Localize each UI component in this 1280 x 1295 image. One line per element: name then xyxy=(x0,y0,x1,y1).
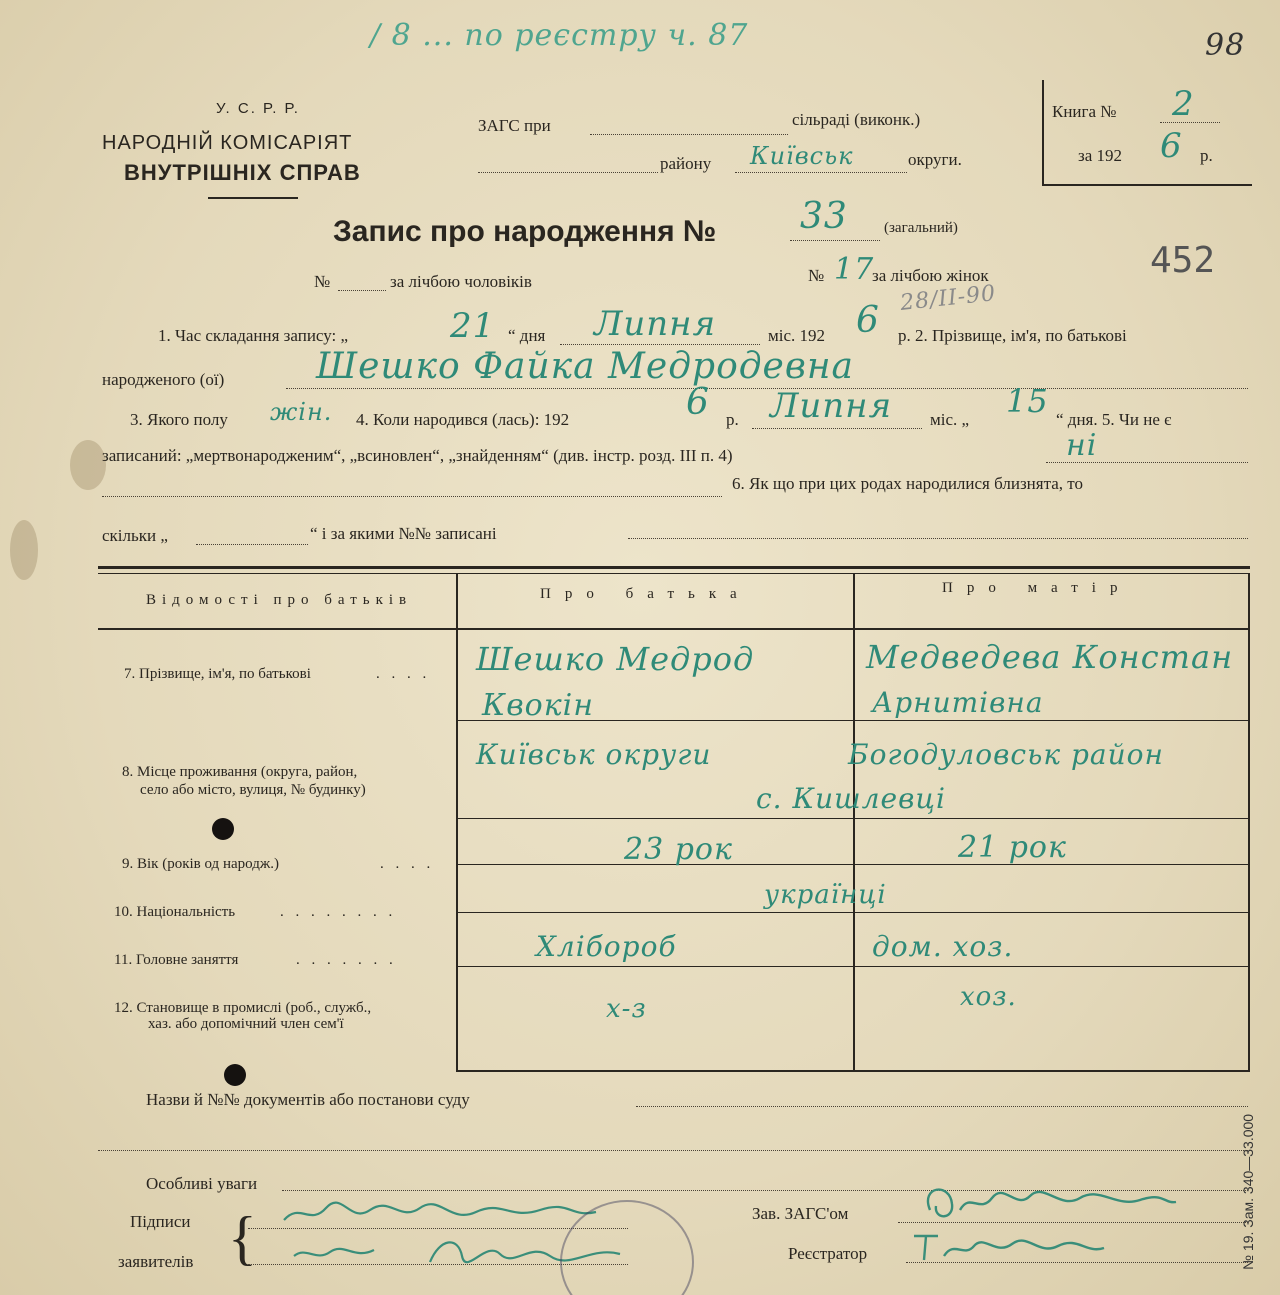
general-label: (загальний) xyxy=(884,220,958,236)
book-number: 2 xyxy=(1172,84,1195,124)
mother-name-cont: Арнитівна xyxy=(872,686,1044,719)
header-underline xyxy=(208,197,298,199)
record-title: Запис про народження № xyxy=(333,215,717,248)
row11-label: 11. Головне заняття xyxy=(114,952,239,968)
father-residence: Київськ округи xyxy=(476,738,712,771)
table-col3-header: Про матір xyxy=(942,580,1132,596)
line6-count-line xyxy=(196,544,308,545)
row11-leader: . . . . . . . xyxy=(296,952,397,968)
row12-label2: хаз. або допомічний член сем'ї xyxy=(148,1016,344,1032)
ussr-label: У. С. Р. Р. xyxy=(216,100,300,117)
birth-day: 15 xyxy=(1006,382,1049,420)
line5-fill-line xyxy=(102,496,722,497)
women-no-sign: № xyxy=(808,266,825,285)
table-row-rule xyxy=(458,864,1248,865)
signatures-label-1: Підписи xyxy=(130,1212,191,1231)
row7-label: 7. Прізвище, ім'я, по батькові xyxy=(124,666,311,682)
nationality: українці xyxy=(764,880,887,910)
table-top-thin-rule xyxy=(98,573,1250,574)
table-right-border xyxy=(1248,574,1250,1070)
line1-rest: р. 2. Прізвище, ім'я, по батькові xyxy=(898,326,1127,345)
birth-month-line xyxy=(752,428,922,429)
row12-label: 12. Становище в промислі (роб., служб., xyxy=(114,1000,372,1016)
head-label: Зав. ЗАГС'ом xyxy=(752,1204,849,1223)
book-year-prefix: за 192 xyxy=(1078,146,1123,165)
archive-number: 452 xyxy=(1150,240,1216,281)
men-fill-line xyxy=(338,290,386,291)
birth-year-digit: 6 xyxy=(686,382,710,423)
line4-value: ні xyxy=(1066,428,1098,463)
top-handwritten-note: / 8 ... по реєстру ч. 87 xyxy=(370,18,749,53)
documents-label: Назви й №№ документів або постанови суду xyxy=(146,1090,470,1109)
child-name: Шешко Файка Медродевна xyxy=(316,346,854,387)
residence-village: с. Кишлевці xyxy=(756,782,946,815)
row9-label: 9. Вік (років од народж.) xyxy=(122,856,279,872)
line3-when: 4. Коли народився (лась): 192 xyxy=(356,410,570,429)
table-col2-header: Про батька xyxy=(540,586,751,602)
book-fill-line xyxy=(1160,122,1220,123)
women-label: за лічбою жінок xyxy=(872,266,989,285)
documents-fill-line-2 xyxy=(98,1150,1248,1151)
commissariat-line1: НАРОДНІЙ КОМІСАРІЯТ xyxy=(102,132,353,154)
line3-r: р. xyxy=(726,410,739,429)
father-surname: Шешко Медрод xyxy=(476,640,755,678)
book-label: Книга № xyxy=(1052,102,1117,121)
book-box-left xyxy=(1042,80,1044,186)
table-col1-header: Відомості про батьків xyxy=(146,592,413,608)
remarks-label: Особливі уваги xyxy=(146,1174,258,1193)
line5-text: 6. Як що при цих родах народилися близнята, то xyxy=(732,474,1083,493)
form-code: № 19. Зам. 340—33.000 xyxy=(1240,1113,1256,1270)
table-col-divider-1 xyxy=(456,574,458,1070)
line2-prefix: народженого (ої) xyxy=(102,370,225,389)
record-number: 33 xyxy=(800,196,848,237)
line2-fill-line xyxy=(286,388,1248,389)
head-signature xyxy=(920,1180,1180,1226)
line3-mis: міс. „ xyxy=(930,410,970,429)
row10-label: 10. Національність xyxy=(114,904,236,920)
line6-prefix: скільки „ xyxy=(102,526,168,545)
row8-label2: село або місто, вулиця, № будинку) xyxy=(140,782,366,798)
okruha-handwriting: Київськ xyxy=(750,142,854,170)
line3-prefix: 3. Якого полу xyxy=(130,410,228,429)
line6-mid: “ і за якими №№ записані xyxy=(310,524,497,543)
registrar-label: Реєстратор xyxy=(788,1244,868,1263)
record-month: Липня xyxy=(594,304,717,344)
women-number: 17 xyxy=(834,252,875,287)
mother-occupation: дом. хоз. xyxy=(872,930,1014,963)
table-top-thick-rule xyxy=(98,566,1250,569)
okruha-fill-line xyxy=(735,172,907,173)
table-row-rule xyxy=(458,966,1248,967)
paper-stain xyxy=(70,440,106,490)
men-label: за лічбою чоловіків xyxy=(390,272,532,291)
line1-prefix: 1. Час складання запису: „ xyxy=(158,326,349,345)
mother-status: хоз. xyxy=(960,982,1017,1012)
record-number-line xyxy=(790,240,880,241)
child-sex: жін. xyxy=(270,398,333,426)
rayon-suffix: району xyxy=(660,154,712,173)
mother-residence: Богодуловськ район xyxy=(848,738,1164,771)
row8-label: 8. Місце проживання (округа, район, xyxy=(122,764,358,780)
line1-month-line xyxy=(560,344,760,345)
father-age: 23 рок xyxy=(624,832,733,867)
men-no-sign: № xyxy=(314,272,331,291)
book-year-suffix: р. xyxy=(1200,146,1213,165)
page-number: 98 xyxy=(1205,28,1246,63)
rayon-fill-line xyxy=(478,172,658,173)
signatures-label-2: заявителів xyxy=(118,1252,194,1271)
documents-fill-line xyxy=(636,1106,1248,1107)
table-row-rule xyxy=(458,818,1248,819)
line4-text: записаний: „мертвонародженим“, „всиновлен“, „знайденням“ (див. інстр. розд. III п. 4) xyxy=(102,446,733,465)
father-status: х-з xyxy=(606,994,647,1024)
record-day: 21 xyxy=(450,306,496,346)
mother-age: 21 рок xyxy=(958,830,1067,865)
punch-hole xyxy=(224,1064,246,1086)
commissariat-line2: ВНУТРІШНІХ СПРАВ xyxy=(124,160,361,185)
margin-date-note: 28/II-90 xyxy=(898,281,998,316)
mother-surname: Медведева Констан xyxy=(866,638,1234,676)
row10-leader: . . . . . . . . xyxy=(280,904,397,920)
book-box-bottom xyxy=(1042,184,1252,186)
father-name-cont: Квокін xyxy=(482,688,595,723)
paper-stain xyxy=(10,520,38,580)
record-year-digit: 6 xyxy=(856,300,880,341)
applicant-signature-1 xyxy=(280,1198,610,1230)
zags-fill-line xyxy=(590,134,788,135)
father-occupation: Хлібороб xyxy=(536,930,677,963)
table-row-rule xyxy=(458,912,1248,913)
line1-year-prefix: міс. 192 xyxy=(768,326,826,345)
line3-rest: “ дня. 5. Чи не є xyxy=(1056,410,1172,429)
table-header-rule xyxy=(98,628,1250,630)
table-col-divider-2 xyxy=(853,574,855,1070)
line1-day-suffix: “ дня xyxy=(508,326,546,345)
registrar-signature xyxy=(908,1226,1108,1268)
punch-hole xyxy=(212,818,234,840)
row7-leader: . . . . xyxy=(376,666,431,682)
zags-suffix: сільраді (виконк.) xyxy=(792,110,921,129)
book-year-digit: 6 xyxy=(1160,126,1183,166)
signature-bracket: { xyxy=(228,1205,257,1271)
okruha-suffix: округи. xyxy=(908,150,962,169)
row9-leader: . . . . xyxy=(380,856,435,872)
zags-prefix: ЗАГС при xyxy=(478,116,551,135)
birth-month: Липня xyxy=(770,386,893,426)
line6-fill-line xyxy=(628,538,1248,539)
table-bottom-rule xyxy=(456,1070,1250,1072)
